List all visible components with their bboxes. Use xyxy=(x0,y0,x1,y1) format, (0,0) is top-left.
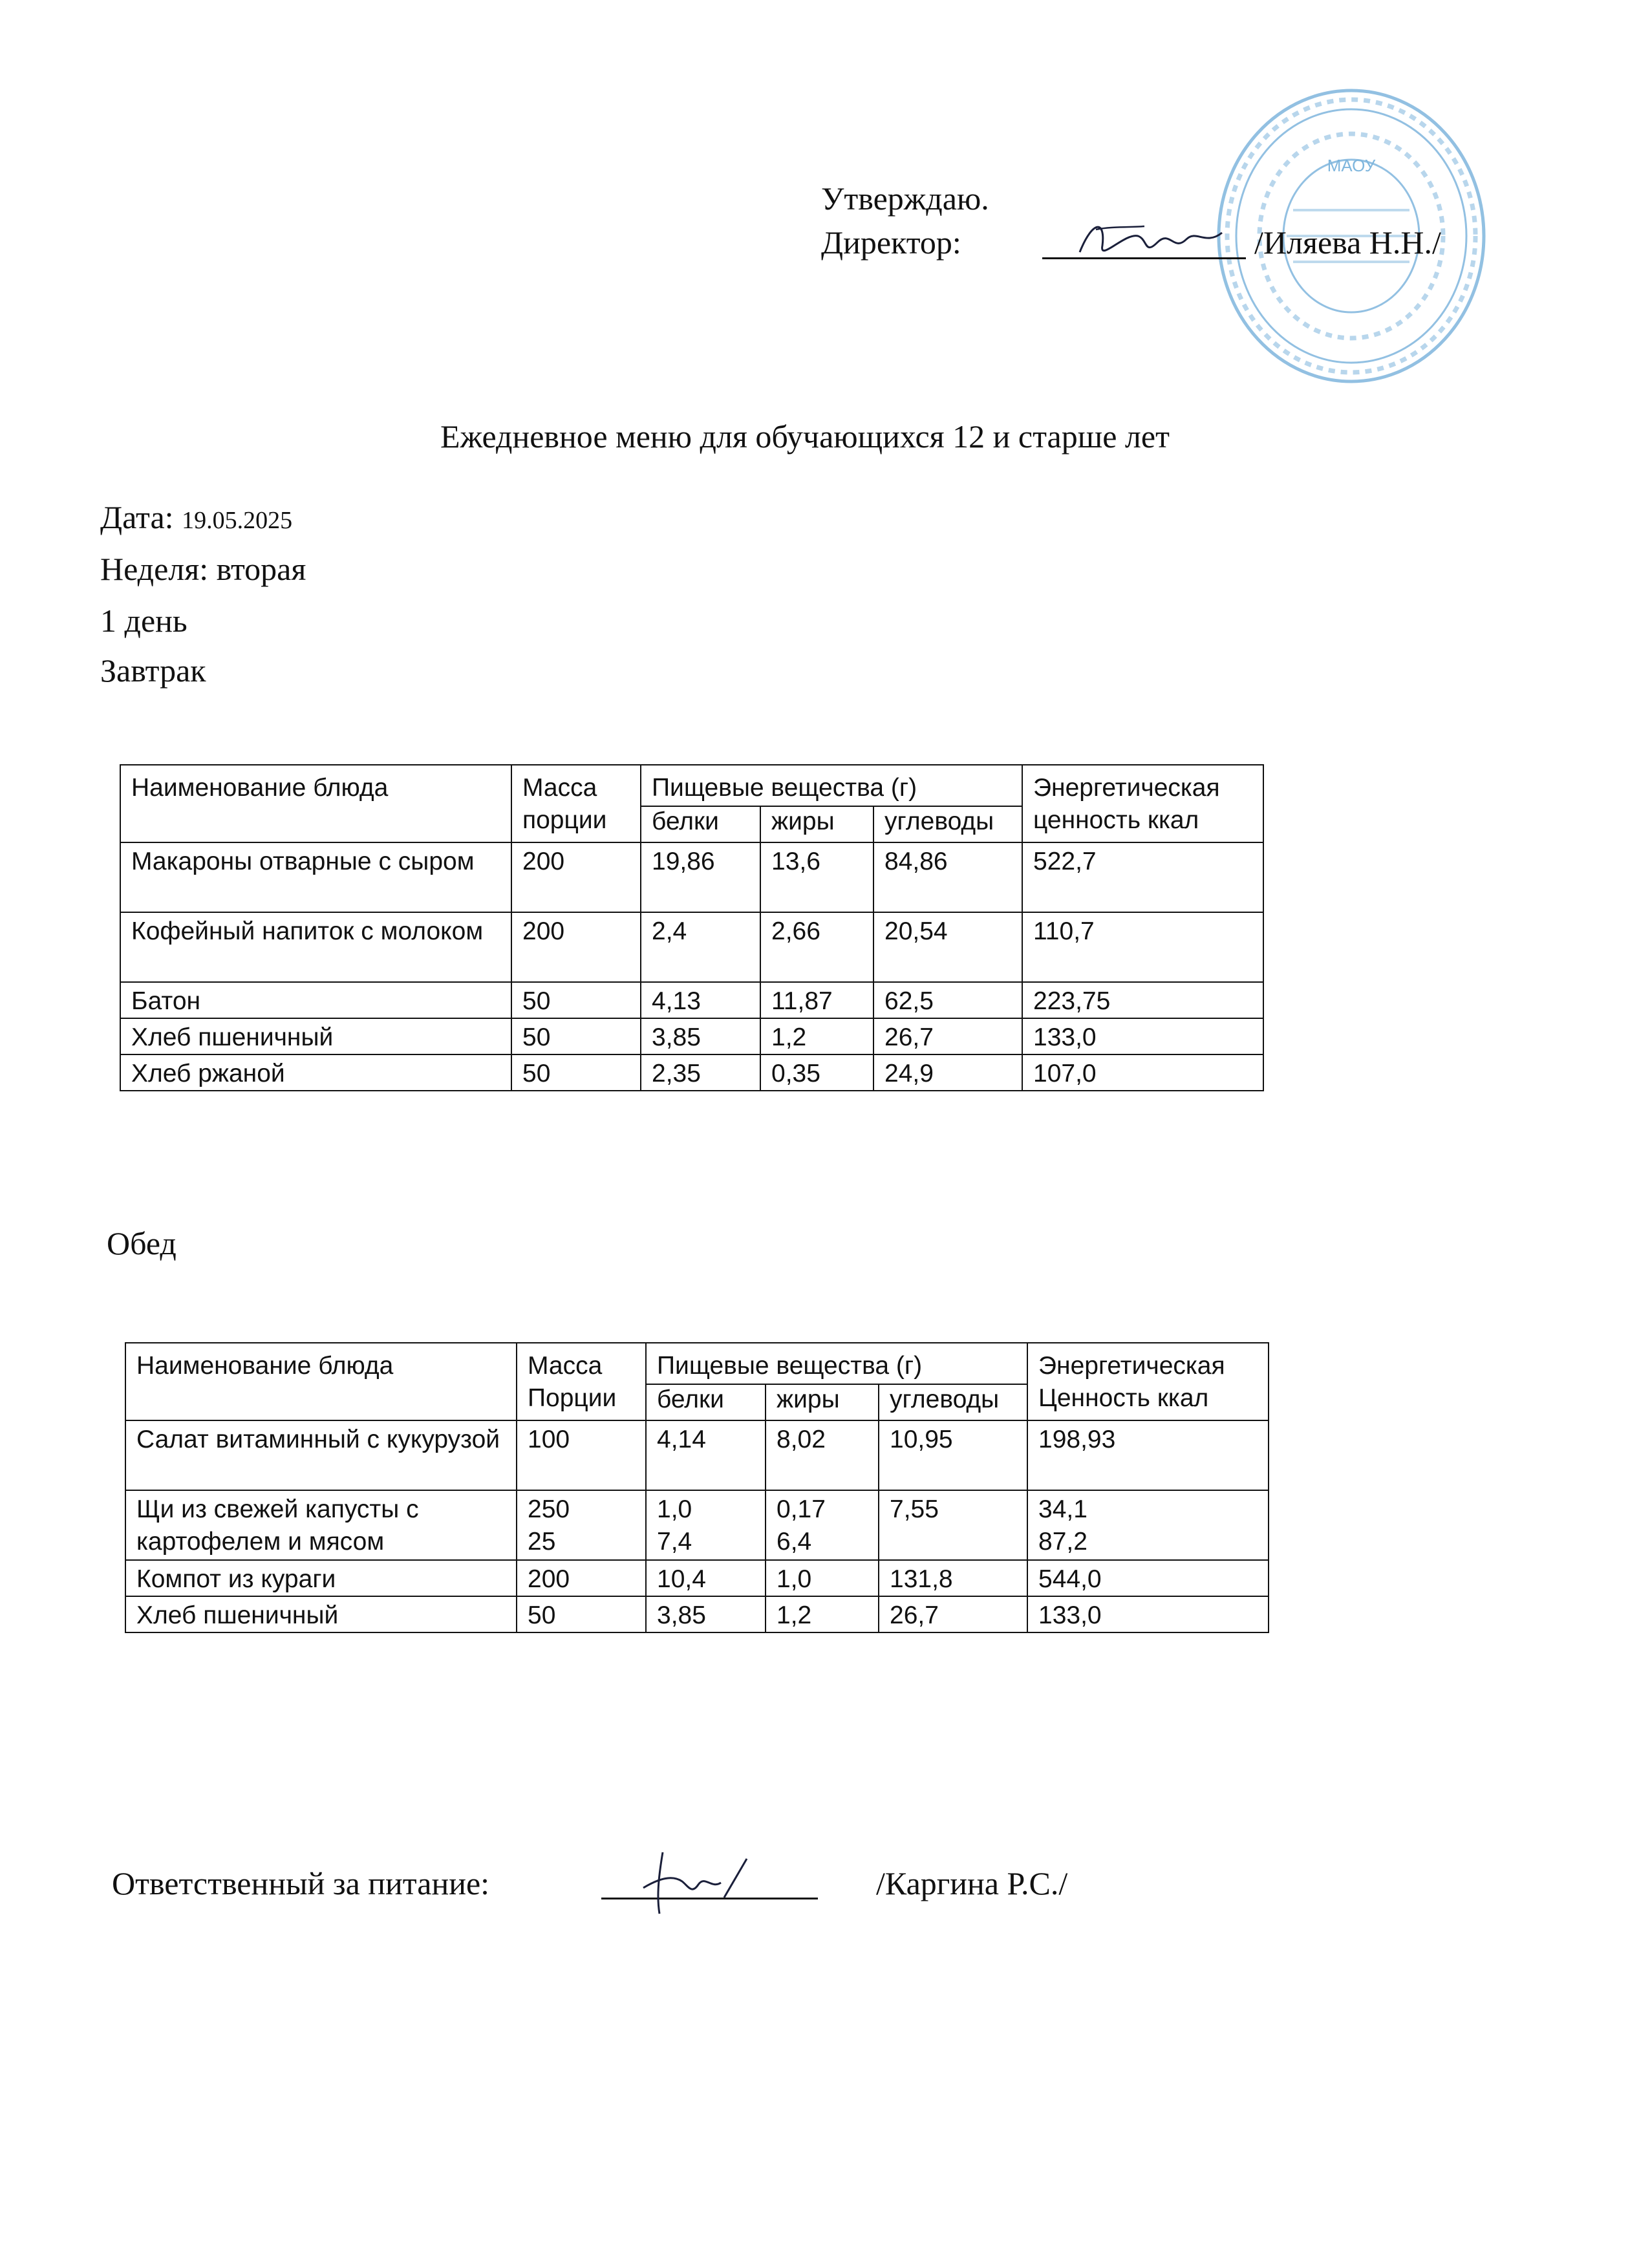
cell-protein: 3,85 xyxy=(641,1018,760,1054)
cell-dish: Компот из кураги xyxy=(125,1560,517,1596)
cell-fat: 11,87 xyxy=(760,982,873,1018)
cell-carbs: 26,7 xyxy=(873,1018,1022,1054)
cell-mass: 50 xyxy=(511,1018,641,1054)
responsible-signature xyxy=(634,1843,763,1917)
director-label: Директор: xyxy=(821,224,961,261)
table-row xyxy=(120,912,1263,982)
cell-protein: 2,4 xyxy=(641,912,760,982)
cell-energy: 133,0 xyxy=(1022,1018,1263,1054)
table-row xyxy=(120,842,1263,912)
cell-energy: 544,0 xyxy=(1027,1560,1269,1596)
seal-center-text: МАОУ xyxy=(1327,156,1376,175)
cell-fat: 2,66 xyxy=(760,912,873,982)
header-nutrients: Пищевые вещества (г) xyxy=(641,765,1022,806)
cell-carbs: 131,8 xyxy=(879,1560,1027,1596)
cell-energy: 34,1 87,2 xyxy=(1027,1490,1269,1560)
header-fat: жиры xyxy=(766,1384,879,1420)
director-signature xyxy=(1067,207,1235,268)
cell-mass: 200 xyxy=(511,842,641,912)
cell-energy: 522,7 xyxy=(1022,842,1263,912)
header-energy: Энергетическая ценность ккал xyxy=(1022,765,1263,842)
day-row: 1 день xyxy=(100,603,188,639)
cell-carbs: 20,54 xyxy=(873,912,1022,982)
cell-dish: Хлеб пшеничный xyxy=(125,1596,517,1632)
cell-dish: Кофейный напиток с молоком xyxy=(120,912,511,982)
cell-protein: 4,14 xyxy=(646,1420,766,1490)
cell-mass: 200 xyxy=(517,1560,646,1596)
table-row xyxy=(125,1420,1269,1490)
cell-dish: Батон xyxy=(120,982,511,1018)
week-row: Неделя: вторая xyxy=(100,551,306,587)
header-dish: Наименование блюда xyxy=(125,1343,517,1420)
cell-energy: 110,7 xyxy=(1022,912,1263,982)
document-title: Ежедневное меню для обучающихся 12 и старше лет xyxy=(440,418,1170,455)
cell-energy: 107,0 xyxy=(1022,1054,1263,1091)
table-row xyxy=(125,1490,1269,1560)
cell-carbs: 10,95 xyxy=(879,1420,1027,1490)
date-value: 19.05.2025 xyxy=(182,507,293,534)
cell-carbs: 24,9 xyxy=(873,1054,1022,1091)
breakfast-table xyxy=(120,764,1264,1091)
cell-energy: 223,75 xyxy=(1022,982,1263,1018)
lunch-rows xyxy=(125,1420,1269,1632)
cell-energy: 198,93 xyxy=(1027,1420,1269,1490)
lunch-label: Обед xyxy=(107,1225,177,1261)
table-row xyxy=(125,1596,1269,1632)
cell-fat: 1,2 xyxy=(766,1596,879,1632)
header-carbs: углеводы xyxy=(879,1384,1027,1420)
lunch-table xyxy=(125,1342,1269,1633)
director-name: /Иляева Н.Н./ xyxy=(1254,224,1441,261)
header-mass: Масса Порции xyxy=(517,1343,646,1420)
cell-carbs: 26,7 xyxy=(879,1596,1027,1632)
cell-carbs: 7,55 xyxy=(879,1490,1027,1560)
cell-fat: 13,6 xyxy=(760,842,873,912)
cell-fat: 8,02 xyxy=(766,1420,879,1490)
cell-dish: Макароны отварные с сыром xyxy=(120,842,511,912)
cell-carbs: 62,5 xyxy=(873,982,1022,1018)
cell-energy: 133,0 xyxy=(1027,1596,1269,1632)
cell-fat: 0,35 xyxy=(760,1054,873,1091)
cell-fat: 1,0 xyxy=(766,1560,879,1596)
breakfast-label: Завтрак xyxy=(100,652,206,689)
cell-dish: Щи из свежей капусты с картофелем и мясом xyxy=(125,1490,517,1560)
header-protein: белки xyxy=(641,806,760,842)
cell-mass: 250 25 xyxy=(517,1490,646,1560)
cell-dish: Хлеб ржаной xyxy=(120,1054,511,1091)
cell-mass: 50 xyxy=(511,1054,641,1091)
cell-mass: 200 xyxy=(511,912,641,982)
cell-protein: 10,4 xyxy=(646,1560,766,1596)
approve-word: Утверждаю. xyxy=(821,180,989,217)
header-carbs: углеводы xyxy=(873,806,1022,842)
cell-fat: 0,17 6,4 xyxy=(766,1490,879,1560)
header-protein: белки xyxy=(646,1384,766,1420)
responsible-label: Ответственный за питание: xyxy=(112,1865,490,1901)
cell-protein: 1,0 7,4 xyxy=(646,1490,766,1560)
breakfast-header xyxy=(120,765,1263,842)
table-row xyxy=(120,1054,1263,1091)
cell-mass: 50 xyxy=(511,982,641,1018)
cell-protein: 3,85 xyxy=(646,1596,766,1632)
table-row xyxy=(120,1018,1263,1054)
cell-dish: Хлеб пшеничный xyxy=(120,1018,511,1054)
cell-mass: 100 xyxy=(517,1420,646,1490)
header-nutrients: Пищевые вещества (г) xyxy=(646,1343,1027,1384)
cell-protein: 19,86 xyxy=(641,842,760,912)
header-energy: Энергетическая Ценность ккал xyxy=(1027,1343,1269,1420)
date-label: Дата: xyxy=(100,499,174,535)
header-dish: Наименование блюда xyxy=(120,765,511,842)
lunch-header xyxy=(125,1343,1269,1420)
cell-dish: Салат витаминный с кукурузой xyxy=(125,1420,517,1490)
cell-protein: 4,13 xyxy=(641,982,760,1018)
table-row xyxy=(120,982,1263,1018)
header-mass: Масса порции xyxy=(511,765,641,842)
cell-fat: 1,2 xyxy=(760,1018,873,1054)
cell-mass: 50 xyxy=(517,1596,646,1632)
breakfast-rows xyxy=(120,842,1263,1091)
cell-carbs: 84,86 xyxy=(873,842,1022,912)
header-fat: жиры xyxy=(760,806,873,842)
cell-protein: 2,35 xyxy=(641,1054,760,1091)
date-row xyxy=(100,501,292,533)
table-row xyxy=(125,1560,1269,1596)
responsible-name: /Каргина Р.С./ xyxy=(876,1865,1068,1901)
